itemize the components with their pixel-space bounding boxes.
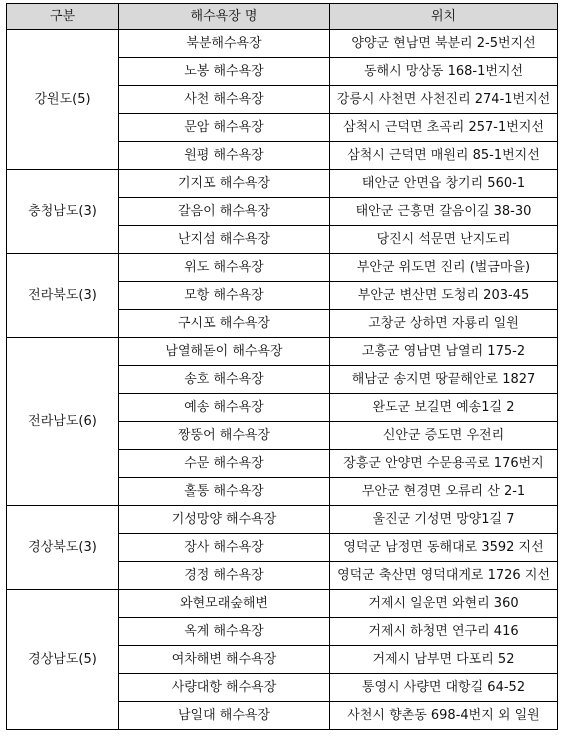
location-cell: 사천시 향촌동 698-4번지 외 일원 <box>330 702 558 730</box>
location-cell: 고창군 상하면 자룡리 일원 <box>330 310 558 338</box>
location-cell: 강릉시 사천면 사천진리 274-1번지선 <box>330 86 558 114</box>
beach-name-cell: 갈음이 해수욕장 <box>119 198 330 226</box>
beach-name-cell: 사량대항 해수욕장 <box>119 674 330 702</box>
table-row <box>7 338 558 366</box>
beach-name-cell: 사천 해수욕장 <box>119 86 330 114</box>
location-cell: 고흥군 영남면 남열리 175-2 <box>330 338 558 366</box>
beach-name-cell: 와현모래숲해변 <box>119 590 330 618</box>
location-cell: 당진시 석문면 난지도리 <box>330 226 558 254</box>
location-cell: 거제시 하청면 연구리 416 <box>330 618 558 646</box>
region-cell: 강원도(5) <box>7 30 119 170</box>
beach-name-cell: 옥계 해수욕장 <box>119 618 330 646</box>
table-row <box>7 30 558 58</box>
beach-name-cell: 북분해수욕장 <box>119 30 330 58</box>
beach-name-cell: 남열해돋이 해수욕장 <box>119 338 330 366</box>
location-cell: 부안군 변산면 도청리 203-45 <box>330 282 558 310</box>
location-cell: 삼척시 근덕면 매원리 85-1번지선 <box>330 142 558 170</box>
table-row <box>7 506 558 534</box>
header-row <box>7 4 558 30</box>
location-cell: 동해시 망상동 168-1번지선 <box>330 58 558 86</box>
location-cell: 완도군 보길면 예송1길 2 <box>330 394 558 422</box>
location-cell: 양양군 현남면 북분리 2-5번지선 <box>330 30 558 58</box>
beach-name-cell: 짱뚱어 해수욕장 <box>119 422 330 450</box>
location-cell: 거제시 일운면 와현리 360 <box>330 590 558 618</box>
location-cell: 영덕군 축산면 영덕대게로 1726 지선 <box>330 562 558 590</box>
header-beach-name: 해수욕장 명 <box>119 4 330 30</box>
beach-name-cell: 노봉 해수욕장 <box>119 58 330 86</box>
location-cell: 통영시 사량면 대항길 64-52 <box>330 674 558 702</box>
location-cell: 무안군 현경면 오류리 산 2-1 <box>330 478 558 506</box>
table-row <box>7 254 558 282</box>
beach-name-cell: 구시포 해수욕장 <box>119 310 330 338</box>
table-row <box>7 590 558 618</box>
table-row <box>7 170 558 198</box>
region-cell: 전라남도(6) <box>7 338 119 506</box>
header-category: 구분 <box>7 4 119 30</box>
location-cell: 해남군 송지면 땅끝해안로 1827 <box>330 366 558 394</box>
region-cell: 전라북도(3) <box>7 254 119 338</box>
beach-name-cell: 위도 해수욕장 <box>119 254 330 282</box>
table-body <box>7 30 558 730</box>
location-cell: 장흥군 안양면 수문용곡로 176번지 <box>330 450 558 478</box>
region-cell: 경상남도(5) <box>7 590 119 730</box>
beach-name-cell: 예송 해수욕장 <box>119 394 330 422</box>
beach-name-cell: 여차해변 해수욕장 <box>119 646 330 674</box>
region-cell: 충청남도(3) <box>7 170 119 254</box>
beach-table <box>6 3 558 730</box>
location-cell: 영덕군 남정면 동해대로 3592 지선 <box>330 534 558 562</box>
beach-name-cell: 원평 해수욕장 <box>119 142 330 170</box>
location-cell: 태안군 근흥면 갈음이길 38-30 <box>330 198 558 226</box>
location-cell: 부안군 위도면 진리 (벌금마을) <box>330 254 558 282</box>
location-cell: 삼척시 근덕면 초곡리 257-1번지선 <box>330 114 558 142</box>
beach-name-cell: 문암 해수욕장 <box>119 114 330 142</box>
location-cell: 태안군 안면읍 창기리 560-1 <box>330 170 558 198</box>
header-location: 위치 <box>330 4 558 30</box>
beach-name-cell: 기지포 해수욕장 <box>119 170 330 198</box>
beach-name-cell: 송호 해수욕장 <box>119 366 330 394</box>
beach-name-cell: 모항 해수욕장 <box>119 282 330 310</box>
beach-name-cell: 홀통 해수욕장 <box>119 478 330 506</box>
region-cell: 경상북도(3) <box>7 506 119 590</box>
table-header <box>7 4 558 30</box>
beach-name-cell: 기성망양 해수욕장 <box>119 506 330 534</box>
beach-name-cell: 남일대 해수욕장 <box>119 702 330 730</box>
beach-name-cell: 난지섬 해수욕장 <box>119 226 330 254</box>
beach-name-cell: 장사 해수욕장 <box>119 534 330 562</box>
beach-name-cell: 경정 해수욕장 <box>119 562 330 590</box>
location-cell: 울진군 기성면 망양1길 7 <box>330 506 558 534</box>
location-cell: 신안군 증도면 우전리 <box>330 422 558 450</box>
beach-name-cell: 수문 해수욕장 <box>119 450 330 478</box>
location-cell: 거제시 남부면 다포리 52 <box>330 646 558 674</box>
